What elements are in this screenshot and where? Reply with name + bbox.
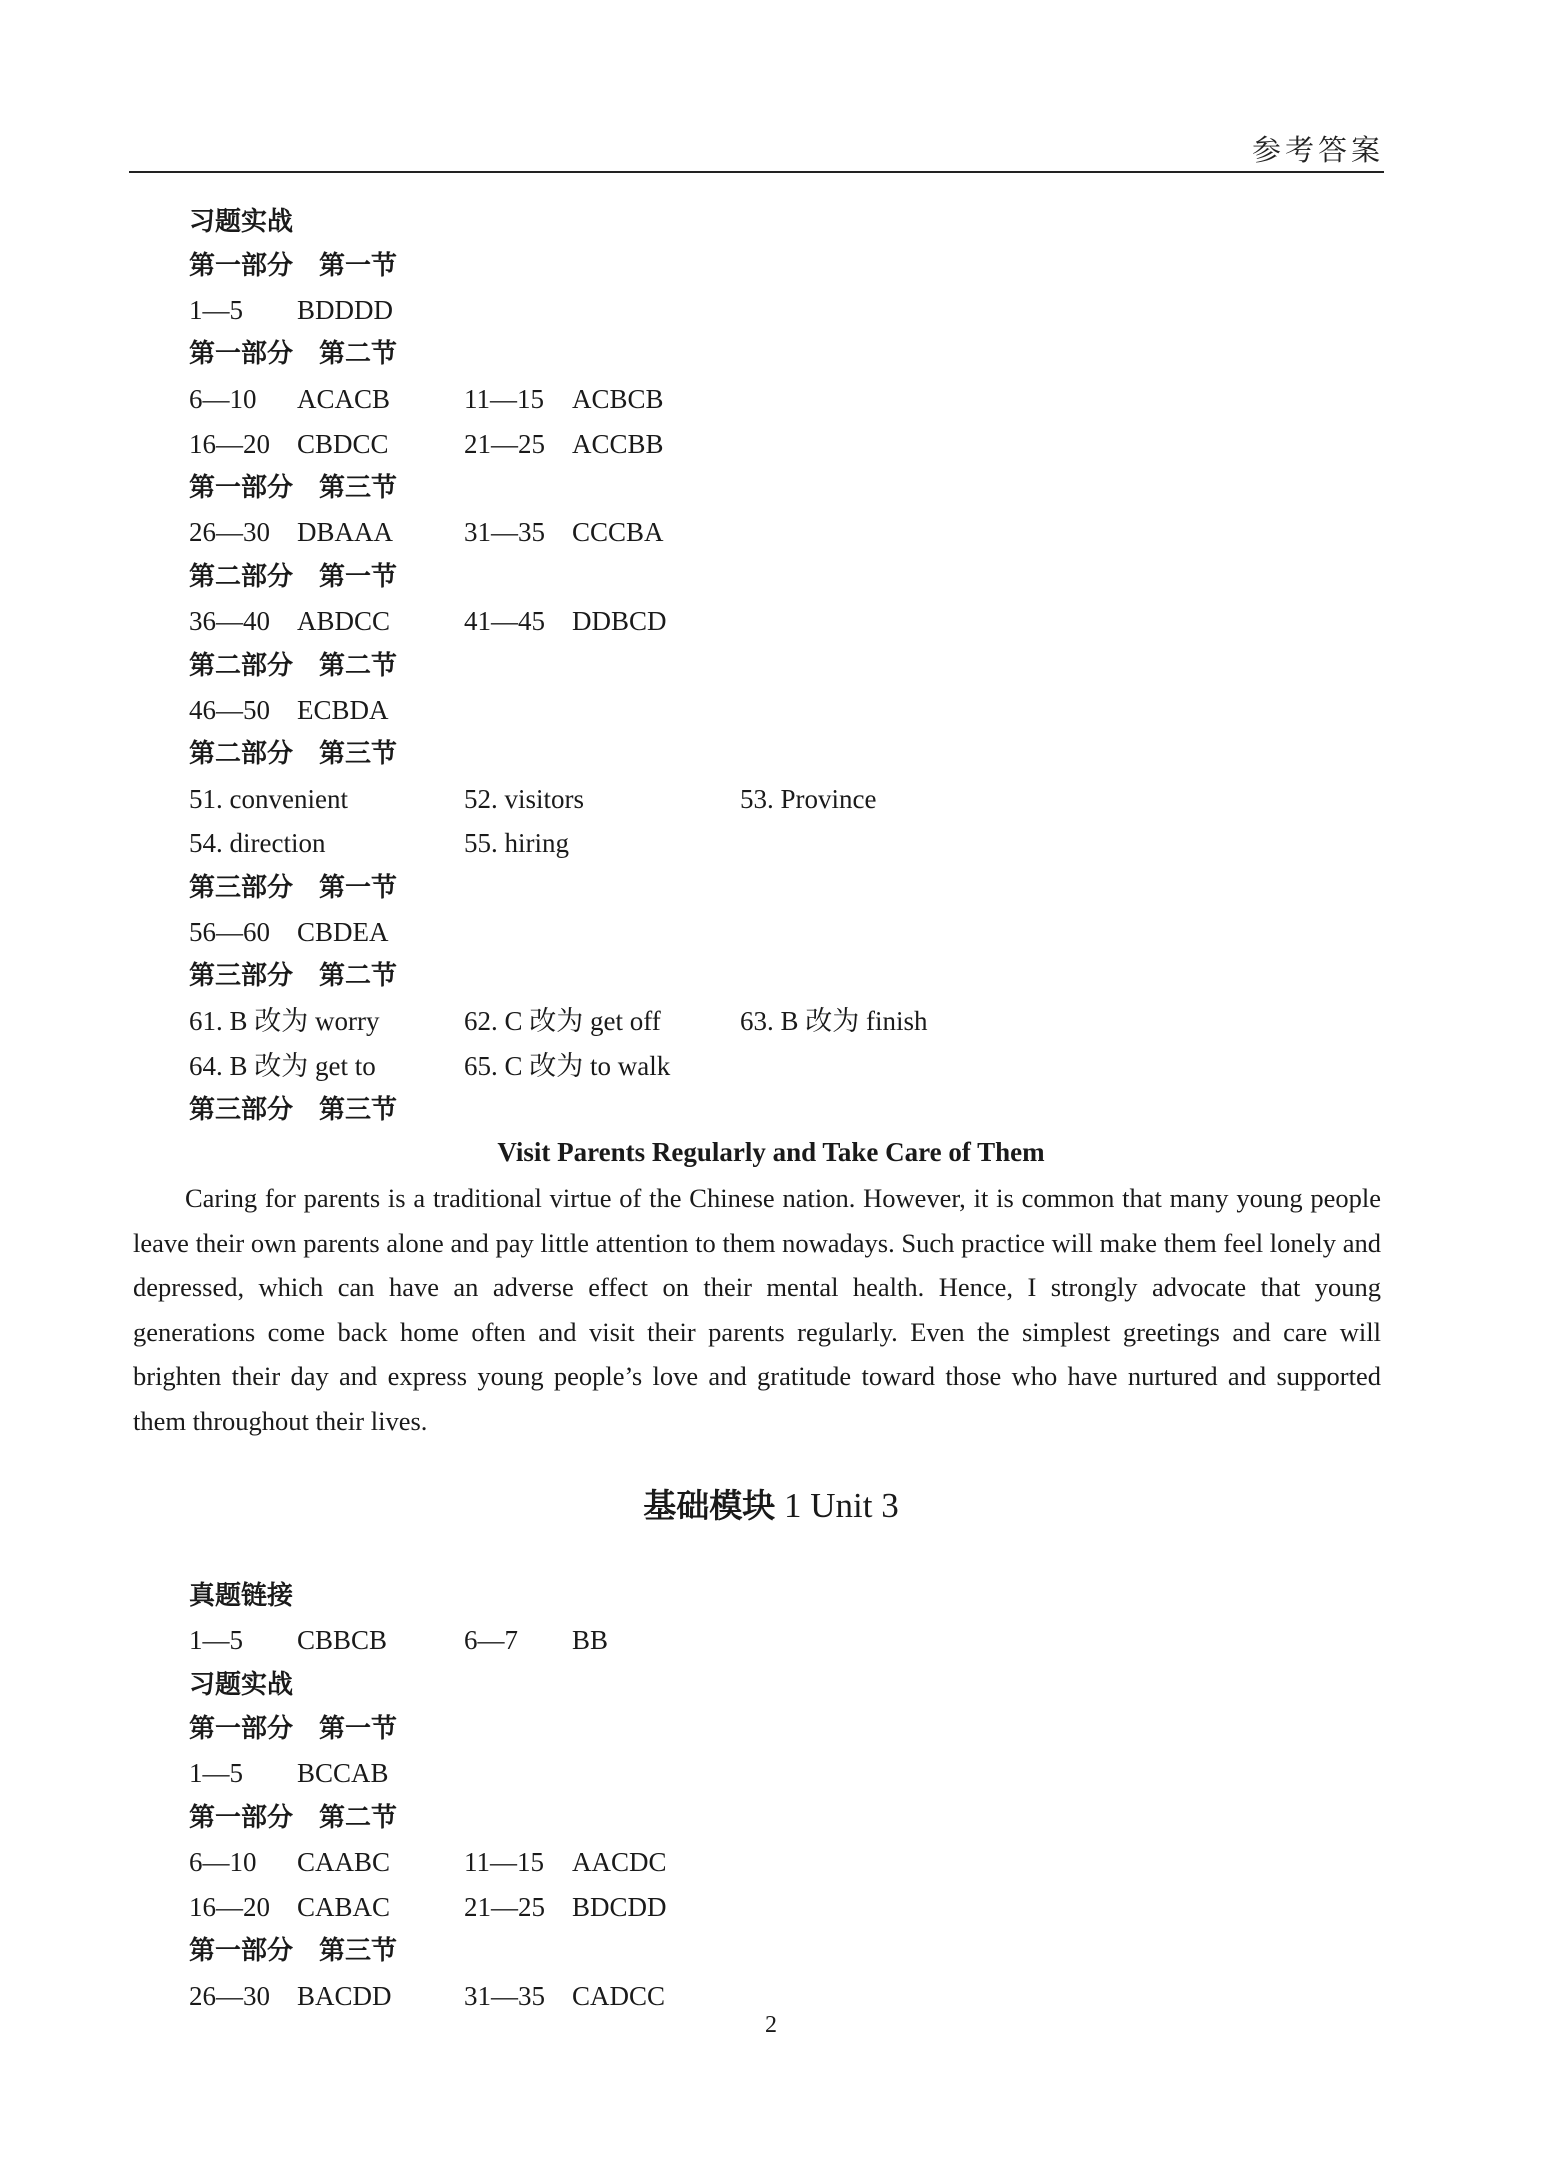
section-label: 真题链接: [189, 1581, 294, 1611]
part-heading: 第一部分 第一节: [189, 1714, 398, 1744]
page-header-title: 参考答案: [1251, 133, 1384, 167]
part-heading: 第三部分 第一节: [189, 873, 398, 903]
part-heading: 第一部分 第二节: [189, 1803, 398, 1833]
answer-row: 1—5 CBBCB 6—7 BB: [189, 1625, 609, 1655]
answer-row: 1—5 BDDDD: [189, 295, 394, 325]
part-heading: 第二部分 第二节: [189, 651, 398, 681]
section-label: 习题实战: [189, 1670, 294, 1700]
part-heading: 第二部分 第一节: [189, 562, 398, 592]
answer-row: 56—60 CBDEA: [189, 917, 389, 947]
part-heading: 第一部分 第三节: [189, 1936, 398, 1966]
answer-row: 6—10 ACACB 11—15 ACBCB: [189, 384, 664, 414]
answer-row: 16—20 CBDCC 21—25 ACCBB: [189, 429, 664, 459]
unit-title: [0, 1482, 1542, 1530]
answer-row: 6—10 CAABC 11—15 AACDC: [189, 1847, 667, 1877]
essay-body: Caring for parents is a traditional virtue of the Chinese nation. However, it is common that many young people leave their own parents alone and pay little attention to them nowadays. Such practice will make them feel lonely and depressed, which can have an adverse effect on their mental health. Hence, I strongly advocate that young generations come back home often and visit their parents regularly. Even the simplest greetings and care will brighten their day and express young people’s love and gratitude toward those who have nurtured and supported them throughout their lives.: [133, 1183, 1381, 1436]
part-heading: 第三部分 第二节: [189, 961, 398, 991]
answer-row: 16—20 CABAC 21—25 BDCDD: [189, 1892, 667, 1922]
part-heading: 第三部分 第三节: [189, 1095, 398, 1125]
answer-row: 46—50 ECBDA: [189, 695, 389, 725]
essay-title: Visit Parents Regularly and Take Care of Them: [497, 1137, 1045, 1167]
answer-row: 51. convenient 52. visitors 53. Province: [189, 784, 877, 814]
answer-row: 26—30 DBAAA 31—35 CCCBA: [189, 517, 664, 547]
part-heading: 第一部分 第二节: [189, 339, 398, 369]
answer-row: 1—5 BCCAB: [189, 1758, 389, 1788]
answer-row: 64. B 改为 get to 65. C 改为 to walk: [189, 1051, 671, 1081]
answer-row: 61. B 改为 worry 62. C 改为 get off 63. B 改为 finish: [189, 1006, 928, 1036]
answer-row: 36—40 ABDCC 41—45 DDBCD: [189, 606, 667, 636]
part-heading: 第二部分 第三节: [189, 739, 398, 769]
unit-title-number: 1 Unit 3: [775, 1486, 899, 1525]
answer-row: 26—30 BACDD 31—35 CADCC: [189, 1981, 666, 2011]
page-number: 2: [765, 2012, 777, 2038]
header-rule: [129, 171, 1384, 173]
part-heading: 第一部分 第一节: [189, 251, 398, 281]
unit-title-module: 基础模块: [643, 1486, 776, 1525]
answer-row: 54. direction 55. hiring: [189, 828, 569, 858]
section-label: 习题实战: [189, 207, 294, 237]
part-heading: 第一部分 第三节: [189, 473, 398, 503]
